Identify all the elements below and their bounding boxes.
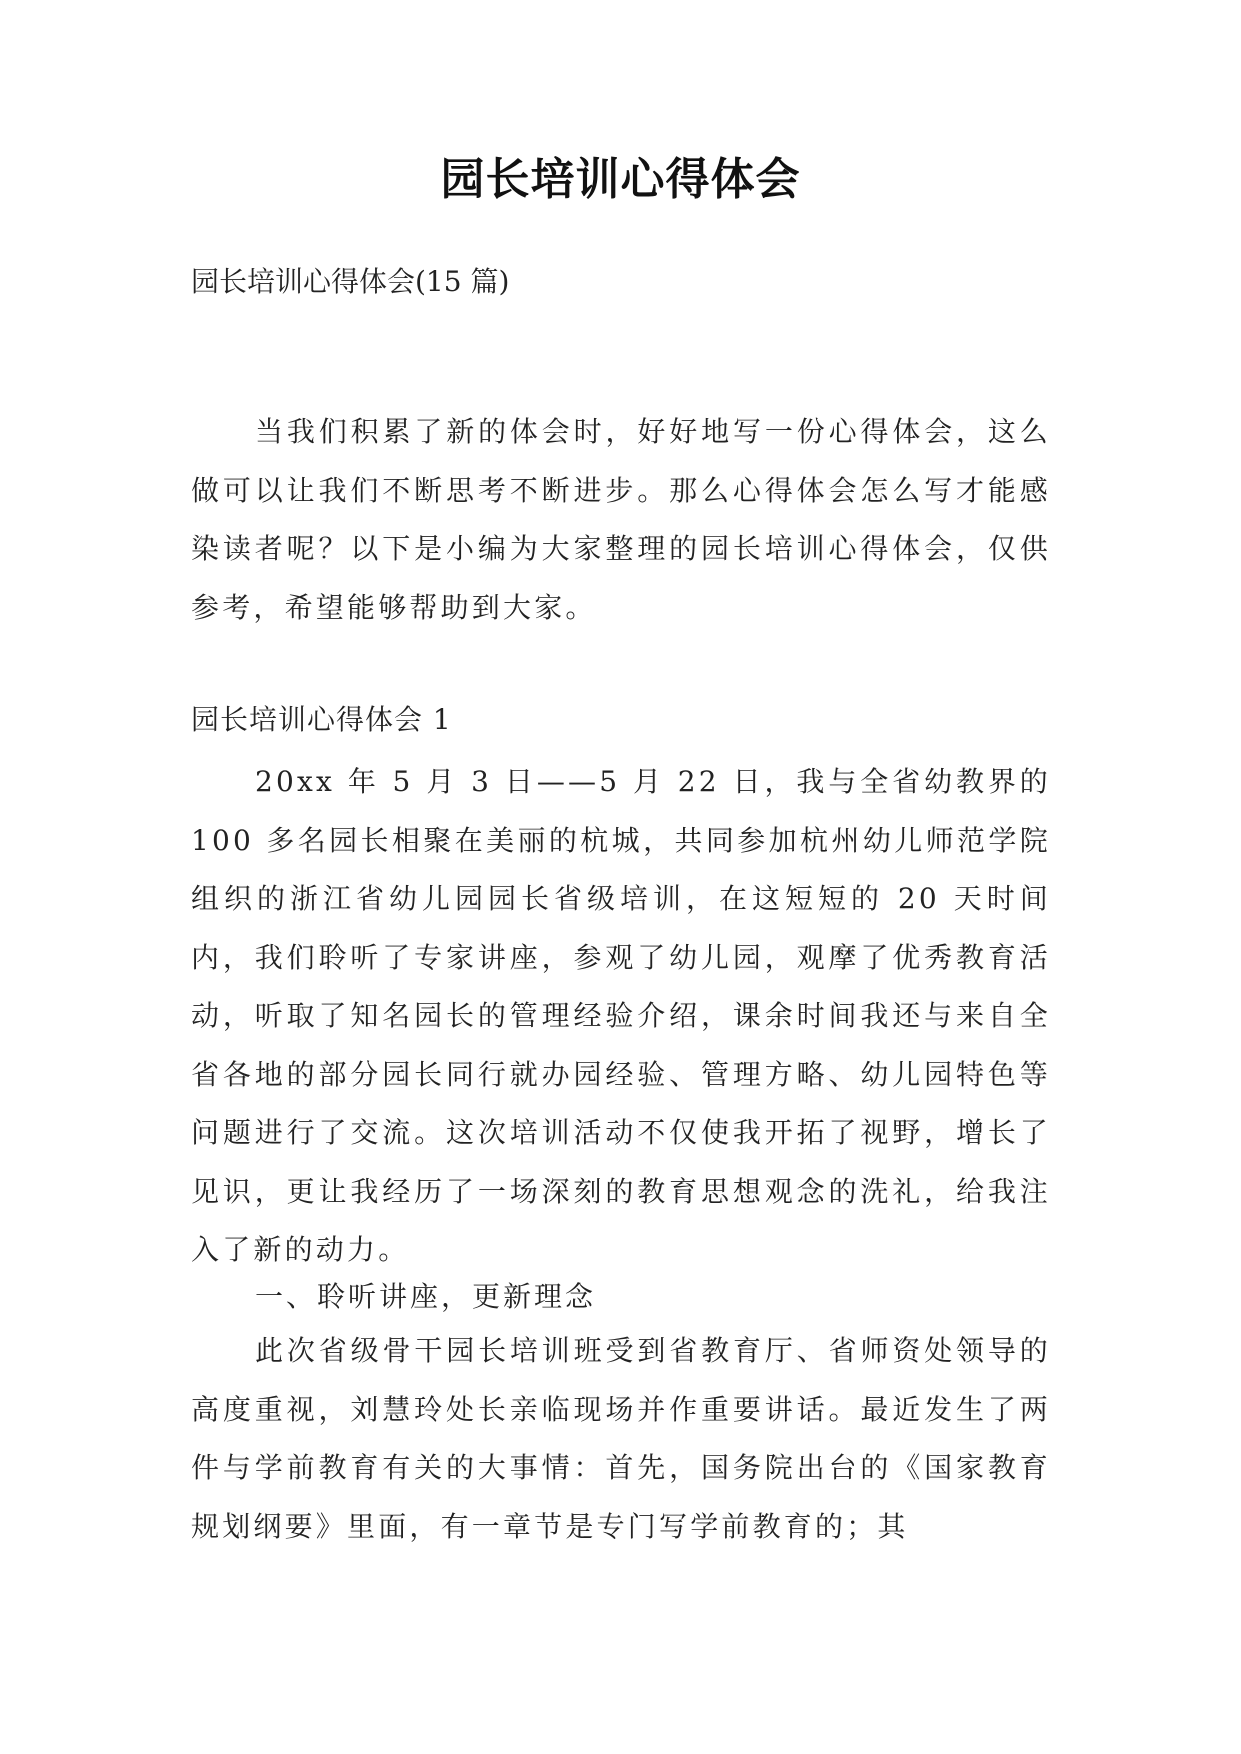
document-title: 园长培训心得体会 xyxy=(440,154,801,205)
point-heading: 一、聆听讲座，更新理念 xyxy=(255,1280,597,1313)
body-paragraph-2: 此次省级骨干园长培训班受到省教育厅、省师资处领导的高度重视，刘慧玲处长亲临现场并作重要讲话。最近发生了两件与学前教育有关的大事情：首先，国务院出台的《国家教育规划纲要》里面，有一章节是专门写学前教育的；其 xyxy=(191,1334,1051,1543)
document-subtitle: 园长培训心得体会(15 篇) xyxy=(191,265,510,298)
intro-paragraph: 当我们积累了新的体会时，好好地写一份心得体会，这么做可以让我们不断思考不断进步。那么心得体会怎么写才能感染读者呢？以下是小编为大家整理的园长培训心得体会，仅供参考，希望能够帮助到大家。 xyxy=(191,415,1051,624)
section-heading: 园长培训心得体会 1 xyxy=(191,703,452,736)
body-paragraph-1: 20xx 年 5 月 3 日——5 月 22 日，我与全省幼教界的 100 多名园长相聚在美丽的杭城，共同参加杭州幼儿师范学院组织的浙江省幼儿园园长省级培训，在这短短的 20 天时间内，我们聆听了专家讲座，参观了幼儿园，观摩了优秀教育活动，听取了知名园长的管理经验介绍，课余时间我还与来自全省各地的部分园长同行就办园经验、管理方略、幼儿园特色等问题进行了交流。这次培训活动不仅使我开拓了视野，增长了见识，更让我经历了一场深刻的教育思想观念的洗礼，给我注入了新的动力。 xyxy=(191,765,1051,1266)
